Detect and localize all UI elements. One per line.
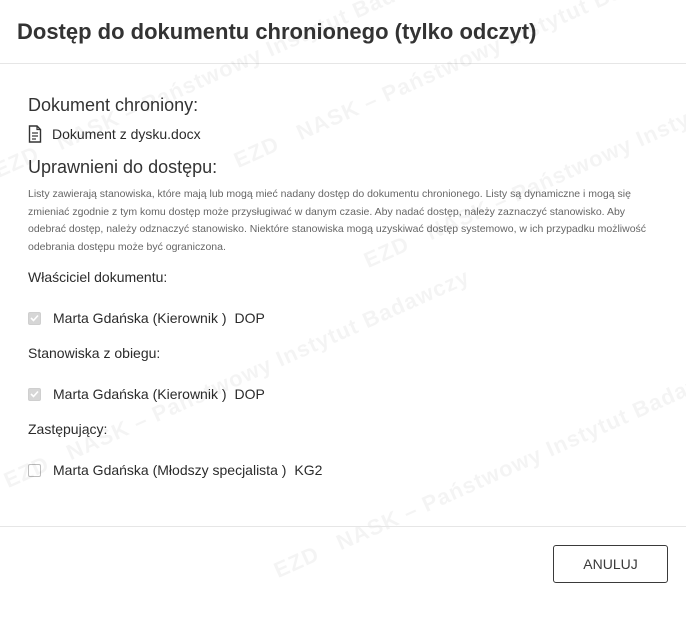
circulation-entry (28, 384, 658, 404)
document-row (28, 124, 658, 144)
dialog-content (0, 64, 686, 480)
owner-name: Marta Gdańska (Kierownik ) (53, 310, 227, 326)
circulation-checkbox[interactable] (28, 388, 41, 401)
substitute-entry (28, 460, 658, 480)
cancel-button[interactable]: ANULUJ (553, 545, 668, 583)
document-file-name: Dokument z dysku.docx (52, 126, 201, 142)
substitute-group-label: Zastępujący: (28, 421, 108, 437)
owner-checkbox[interactable] (28, 312, 41, 325)
owner-entry (28, 308, 658, 328)
owner-group-label: Właściciel dokumentu: (28, 269, 168, 285)
dialog-header (0, 0, 686, 64)
checkmark-icon (30, 314, 39, 322)
access-description: Listy zawierają stanowiska, które mają lub mogą mieć nadany dostęp do dokumentu chronionego. Listy są dynamiczne i mogą się zmieniać zgodnie z tym komu dostęp może przysługiwać w danym czasie. Aby nadać dostęp, należy zaznaczyć stanowisko. Aby odebrać dostęp, należy odznaczyć stanowisko. Niektóre stanowiska mogą uzyskiwać dostęp systemowo, w ich przypadku możliwość odebrania dostępu może być ograniczona. (28, 188, 647, 253)
access-section-title: Uprawnieni do dostępu: (28, 157, 218, 177)
dialog-title: Dostęp do dokumentu chronionego (tylko odczyt) (17, 18, 537, 44)
circulation-unit: DOP (234, 386, 265, 402)
checkmark-icon (30, 390, 39, 398)
substitute-unit: KG2 (294, 462, 323, 478)
document-section-title: Dokument chroniony: (28, 95, 199, 115)
document-icon (28, 125, 42, 143)
circulation-group-label: Stanowiska z obiegu: (28, 345, 161, 361)
owner-unit: DOP (234, 310, 265, 326)
dialog-footer (0, 526, 686, 629)
circulation-name: Marta Gdańska (Kierownik ) (53, 386, 227, 402)
substitute-checkbox[interactable] (28, 464, 41, 477)
substitute-name: Marta Gdańska (Młodszy specjalista ) (53, 462, 287, 478)
